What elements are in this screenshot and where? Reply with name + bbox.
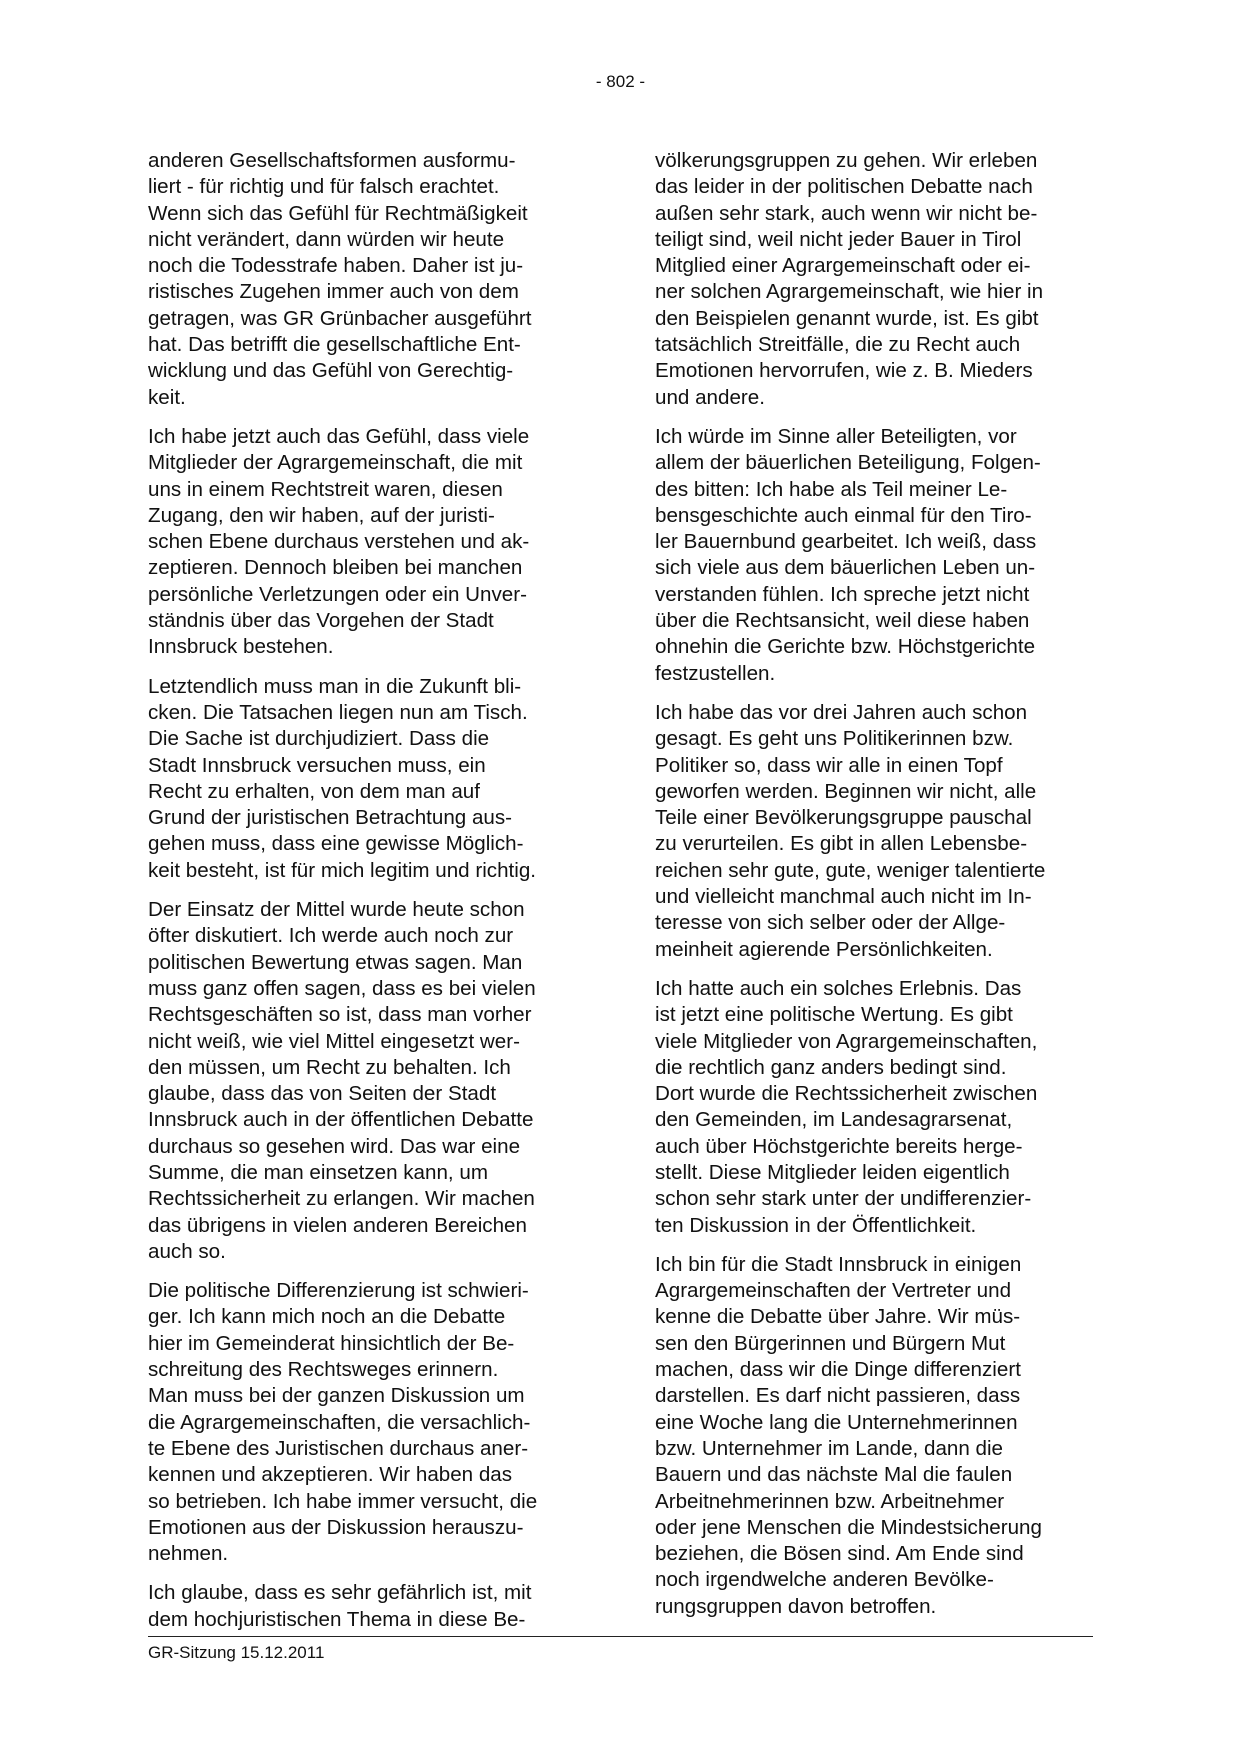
text-line: zeptieren. Dennoch bleiben bei manchen	[148, 556, 523, 580]
text-line: beziehen, die Bösen sind. Am Ende sind	[655, 1542, 1024, 1566]
text-line: persönliche Verletzungen oder ein Unver-	[148, 582, 527, 606]
text-line: Der Einsatz der Mittel wurde heute schon	[148, 898, 525, 922]
text-line: über die Rechtsansicht, weil diese haben	[655, 609, 1030, 633]
text-line: völkerungsgruppen zu gehen. Wir erleben	[655, 149, 1038, 172]
text-line: wicklung und das Gefühl von Gerechtig-	[148, 359, 514, 383]
text-line: Innsbruck auch in der öffentlichen Debatte	[148, 1108, 534, 1132]
text-line: Ich hatte auch ein solches Erlebnis. Das	[655, 976, 1022, 1000]
text-line: Grund der juristischen Betrachtung aus-	[148, 806, 513, 830]
text-line: noch die Todesstrafe haben. Daher ist ju-	[148, 254, 524, 278]
text-line: politischen Bewertung etwas sagen. Man	[148, 950, 523, 974]
text-line: den Gemeinden, im Landesagrarsenat,	[655, 1108, 1013, 1132]
text-line: so betrieben. Ich habe immer versucht, die	[148, 1489, 538, 1513]
paragraph	[148, 1278, 586, 1567]
text-column-left	[148, 148, 586, 1646]
text-line: Ich bin für die Stadt Innsbruck in einigen	[655, 1252, 1022, 1276]
text-line: muss ganz offen sagen, dass es bei vielen	[148, 976, 536, 1000]
text-line: Letztendlich muss man in die Zukunft bli-	[148, 674, 522, 698]
text-line: machen, dass wir die Dinge differenziert	[655, 1358, 1021, 1382]
text-line: ohnehin die Gerichte bzw. Höchstgerichte	[655, 635, 1036, 659]
text-line: und vielleicht manchmal auch nicht im In-	[655, 885, 1032, 909]
text-line: liert - für richtig und für falsch erachtet.	[148, 175, 500, 199]
text-line: Emotionen hervorrufen, wie z. B. Mieders	[655, 359, 1033, 383]
text-line: ger. Ich kann mich noch an die Debatte	[148, 1305, 506, 1329]
text-line: bzw. Unternehmer im Lande, dann die	[655, 1436, 1004, 1460]
text-line: nicht weiß, wie viel Mittel eingesetzt wer-	[148, 1029, 520, 1053]
text-line: Wenn sich das Gefühl für Rechtmäßigkeit	[148, 201, 528, 225]
text-line: Mitglied einer Agrargemeinschaft oder ei-	[655, 254, 1031, 278]
text-line: tatsächlich Streitfälle, die zu Recht auch	[655, 333, 1021, 357]
text-line: geworfen werden. Beginnen wir nicht, alle	[655, 779, 1037, 803]
text-line: schen Ebene durchaus verstehen und ak-	[148, 530, 530, 554]
text-line: durchaus so gesehen wird. Das war eine	[148, 1134, 521, 1158]
text-line: Stadt Innsbruck versuchen muss, ein	[148, 753, 486, 777]
text-line: viele Mitglieder von Agrargemeinschaften,	[655, 1029, 1038, 1053]
text-line: verstanden fühlen. Ich spreche jetzt nicht	[655, 582, 1030, 606]
text-line: gehen muss, dass eine gewisse Möglich-	[148, 832, 524, 856]
text-line: Teile einer Bevölkerungsgruppe pauschal	[655, 806, 1032, 830]
text-line: ist jetzt eine politische Wertung. Es gibt	[655, 1003, 1013, 1027]
text-column-right	[655, 148, 1093, 1633]
paragraph	[148, 674, 586, 884]
text-line: eine Woche lang die Unternehmerinnen	[655, 1410, 1018, 1434]
text-line: Arbeitnehmerinnen bzw. Arbeitnehmer	[655, 1489, 1005, 1513]
text-line: Politiker so, dass wir alle in einen Topf	[655, 753, 1003, 777]
text-line: nehmen.	[148, 1542, 229, 1566]
text-line: rungsgruppen davon betroffen.	[655, 1594, 937, 1618]
text-line: hat. Das betrifft die gesellschaftliche Ent-	[148, 333, 521, 357]
text-line: auch so.	[148, 1239, 226, 1263]
text-line: darstellen. Es darf nicht passieren, dass	[655, 1384, 1021, 1408]
text-line: uns in einem Rechtstreit waren, diesen	[148, 477, 503, 501]
paragraph	[655, 424, 1093, 687]
text-line: den Beispielen genannt wurde, ist. Es gibt	[655, 306, 1039, 330]
text-line: Ich habe das vor drei Jahren auch schon	[655, 700, 1028, 724]
text-line: Emotionen aus der Diskussion herauszu-	[148, 1515, 524, 1539]
text-line: teiligt sind, weil nicht jeder Bauer in Tirol	[655, 227, 1022, 251]
text-line: bensgeschichte auch einmal für den Tiro-	[655, 503, 1032, 527]
text-line: sich viele aus dem bäuerlichen Leben un-	[655, 556, 1036, 580]
text-line: allem der bäuerlichen Beteiligung, Folgen-	[655, 451, 1041, 475]
paragraph	[148, 148, 586, 411]
text-line: Ich würde im Sinne aller Beteiligten, vor	[655, 424, 1017, 448]
footer-session-date: GR-Sitzung 15.12.2011	[148, 1643, 325, 1662]
text-line: und andere.	[655, 385, 765, 409]
paragraph	[655, 148, 1093, 411]
text-line: schon sehr stark unter der undifferenzier-	[655, 1187, 1032, 1211]
text-line: te Ebene des Juristischen durchaus aner-	[148, 1436, 529, 1460]
text-line: getragen, was GR Grünbacher ausgeführt	[148, 306, 532, 330]
text-line: kenne die Debatte über Jahre. Wir müs-	[655, 1305, 1021, 1329]
text-line: Rechtsgeschäften so ist, dass man vorher	[148, 1003, 532, 1027]
page-number: - 802 -	[595, 72, 646, 91]
text-line: ner solchen Agrargemeinschaft, wie hier in	[655, 280, 1044, 304]
paragraph	[148, 1580, 586, 1633]
text-line: anderen Gesellschaftsformen ausformu-	[148, 149, 516, 172]
text-line: Ich habe jetzt auch das Gefühl, dass viele	[148, 424, 530, 448]
text-line: Dort wurde die Rechtssicherheit zwischen	[655, 1082, 1038, 1106]
paragraph	[655, 700, 1093, 963]
text-line: glaube, dass das von Seiten der Stadt	[148, 1082, 497, 1106]
text-line: kennen und akzeptieren. Wir haben das	[148, 1463, 513, 1487]
text-line: schreitung des Rechtsweges erinnern.	[148, 1358, 499, 1382]
text-line: öfter diskutiert. Ich werde auch noch zur	[148, 924, 514, 948]
paragraph	[655, 1252, 1093, 1620]
text-line: Man muss bei der ganzen Diskussion um	[148, 1384, 525, 1408]
text-line: hier im Gemeinderat hinsichtlich der Be-	[148, 1331, 515, 1355]
text-line: ler Bauernbund gearbeitet. Ich weiß, dass	[655, 530, 1037, 554]
paragraph	[655, 976, 1093, 1239]
text-line: noch irgendwelche anderen Bevölke-	[655, 1568, 994, 1592]
text-line: cken. Die Tatsachen liegen nun am Tisch.	[148, 700, 528, 724]
text-line: des bitten: Ich habe als Teil meiner Le-	[655, 477, 1008, 501]
text-line: meinheit agierende Persönlichkeiten.	[655, 937, 993, 961]
text-line: Summe, die man einsetzen kann, um	[148, 1160, 488, 1184]
text-line: keit.	[148, 385, 186, 409]
text-line: Innsbruck bestehen.	[148, 635, 334, 659]
text-line: Die Sache ist durchjudiziert. Dass die	[148, 727, 490, 751]
text-line: Ich glaube, dass es sehr gefährlich ist, mit	[148, 1581, 532, 1605]
text-line: ristisches Zugehen immer auch von dem	[148, 280, 519, 304]
text-line: zu verurteilen. Es gibt in allen Lebensbe-	[655, 832, 1028, 856]
text-line: Zugang, den wir haben, auf der juristi-	[148, 503, 495, 527]
text-line: nicht verändert, dann würden wir heute	[148, 227, 505, 251]
text-line: keit besteht, ist für mich legitim und richtig.	[148, 858, 537, 882]
text-line: dem hochjuristischen Thema in diese Be-	[148, 1607, 526, 1631]
text-line: Recht zu erhalten, von dem man auf	[148, 779, 480, 803]
text-line: ten Diskussion in der Öffentlichkeit.	[655, 1213, 977, 1237]
text-line: auch über Höchstgerichte bereits herge-	[655, 1134, 1023, 1158]
text-line: gesagt. Es geht uns Politikerinnen bzw.	[655, 727, 1014, 751]
text-line: Agrargemeinschaften der Vertreter und	[655, 1279, 1012, 1303]
text-line: ständnis über das Vorgehen der Stadt	[148, 609, 494, 633]
text-line: Rechtssicherheit zu erlangen. Wir machen	[148, 1187, 535, 1211]
text-line: teresse von sich selber oder der Allge-	[655, 911, 1006, 935]
text-line: oder jene Menschen die Mindestsicherung	[655, 1515, 1042, 1539]
footer-divider	[148, 1636, 1093, 1637]
text-line: die Agrargemeinschaften, die versachlich-	[148, 1410, 531, 1434]
text-line: Die politische Differenzierung ist schwieri-	[148, 1279, 529, 1303]
text-line: das leider in der politischen Debatte nach	[655, 175, 1033, 199]
text-line: festzustellen.	[655, 661, 776, 685]
text-line: außen sehr stark, auch wenn wir nicht be-	[655, 201, 1038, 225]
text-line: stellt. Diese Mitglieder leiden eigentlich	[655, 1160, 1010, 1184]
paragraph	[148, 897, 586, 1265]
text-line: die rechtlich ganz anders bedingt sind.	[655, 1055, 1007, 1079]
text-line: den müssen, um Recht zu behalten. Ich	[148, 1055, 511, 1079]
text-line: Bauern und das nächste Mal die faulen	[655, 1463, 1013, 1487]
text-line: reichen sehr gute, gute, weniger talentierte	[655, 858, 1046, 882]
paragraph	[148, 424, 586, 661]
text-line: das übrigens in vielen anderen Bereichen	[148, 1213, 527, 1237]
text-line: sen den Bürgerinnen und Bürgern Mut	[655, 1331, 1006, 1355]
text-line: Mitglieder der Agrargemeinschaft, die mit	[148, 451, 523, 475]
